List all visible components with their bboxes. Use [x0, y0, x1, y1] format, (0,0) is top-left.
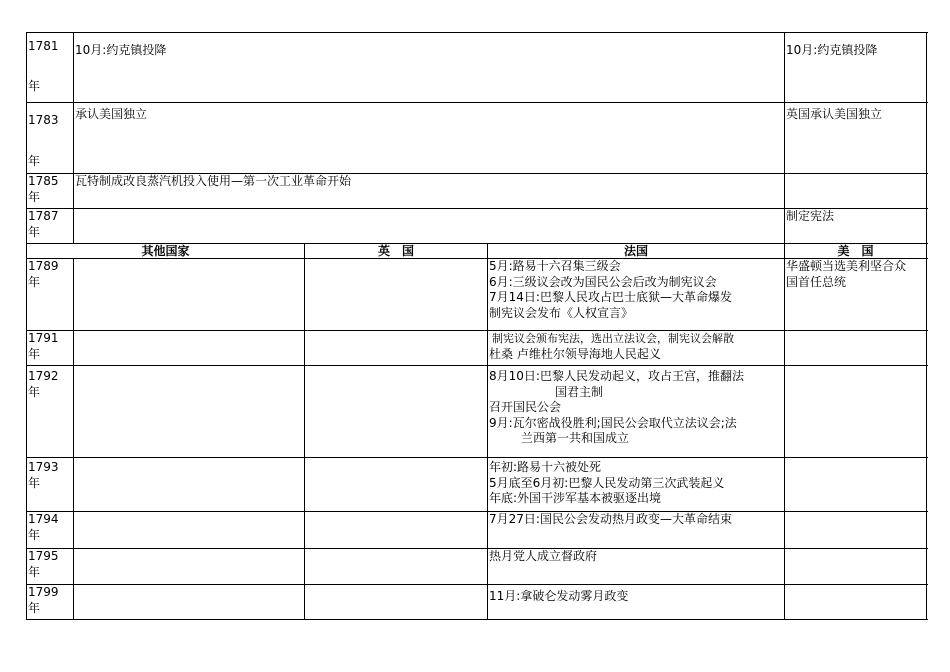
event-text: 瓦特制成改良蒸汽机投入使用—第一次工业革命开始 — [75, 174, 352, 188]
table-row — [27, 458, 927, 512]
year-cell — [27, 366, 74, 458]
year-suffix: 年 — [28, 475, 41, 490]
year-number: 1789 — [28, 259, 59, 273]
other-countries-cell — [74, 549, 305, 585]
year-suffix: 年 — [28, 564, 41, 579]
year-suffix: 年 — [28, 600, 41, 615]
year-cell — [27, 209, 74, 244]
year-number: 1783 — [28, 113, 59, 127]
table-row — [27, 331, 927, 366]
year-cell — [27, 549, 74, 585]
timeline-table — [26, 32, 927, 620]
table-row — [27, 103, 927, 174]
column-header-row — [27, 244, 927, 259]
header-usa: 美 国 — [785, 244, 927, 259]
event-text: 兰西第一共和国成立 — [521, 431, 630, 445]
year-cell — [27, 174, 74, 209]
event-cell — [785, 209, 927, 244]
france-cell — [488, 585, 785, 620]
year-cell — [27, 103, 74, 174]
table-row — [27, 209, 927, 244]
other-countries-cell — [74, 512, 305, 549]
year-number: 1799 — [28, 585, 59, 599]
table-row — [27, 512, 927, 549]
year-suffix: 年 — [28, 346, 41, 361]
year-number: 1794 — [28, 512, 59, 526]
britain-cell — [305, 331, 488, 366]
other-countries-cell — [74, 259, 305, 331]
table-row — [27, 33, 927, 103]
event-text: 热月党人成立督政府 — [489, 549, 598, 563]
france-cell — [488, 549, 785, 585]
event-text: 制宪议会颁布宪法，选出立法议会，制宪议会解散 — [492, 332, 734, 345]
table-row — [27, 585, 927, 620]
table-row — [27, 549, 927, 585]
year-number: 1795 — [28, 549, 59, 563]
event-text: 7月14日:巴黎人民攻占巴士底狱—大革命爆发 — [489, 290, 732, 304]
year-number: 1781 — [28, 39, 59, 53]
year-suffix: 年 — [28, 274, 41, 289]
event-text: 召开国民公会 — [489, 400, 562, 414]
year-cell — [27, 259, 74, 331]
france-cell — [488, 366, 785, 458]
event-cell — [74, 174, 785, 209]
france-cell — [488, 512, 785, 549]
event-text: 5月底至6月初:巴黎人民发动第三次武装起义 — [489, 475, 725, 490]
year-cell — [27, 33, 74, 103]
event-text: 6月:三级议会改为国民公会后改为制宪议会 — [489, 274, 717, 289]
event-text: 国首任总统 — [786, 274, 847, 289]
event-text: 8月10日:巴黎人民发动起义，攻占王宫，推翻法 — [489, 369, 744, 383]
event-text: 制宪议会发布《人权宣言》 — [489, 305, 634, 320]
year-suffix: 年 — [28, 384, 41, 399]
year-suffix: 年 — [28, 78, 41, 93]
britain-cell — [305, 259, 488, 331]
britain-cell — [305, 458, 488, 512]
year-number: 1792 — [28, 369, 59, 383]
event-text: 5月:路易十六召集三级会 — [489, 259, 621, 273]
usa-cell — [785, 512, 927, 549]
event-text: 9月:瓦尔密战役胜利;国民公会取代立法议会;法 — [489, 415, 737, 430]
britain-cell — [305, 585, 488, 620]
event-text: 承认美国独立 — [75, 107, 148, 121]
event-text: 7月27日:国民公会发动热月政变—大革命结束 — [489, 512, 732, 526]
event-text: 10月:约克镇投降 — [75, 43, 167, 57]
other-countries-cell — [74, 585, 305, 620]
event-cell — [785, 33, 927, 103]
year-suffix: 年 — [28, 153, 41, 168]
event-cell — [74, 103, 785, 174]
usa-cell — [785, 585, 927, 620]
header-other-countries: 其他国家 — [27, 244, 305, 259]
year-cell — [27, 331, 74, 366]
other-countries-cell — [74, 366, 305, 458]
table-row — [27, 366, 927, 458]
britain-cell — [305, 549, 488, 585]
year-cell — [27, 458, 74, 512]
event-cell — [74, 33, 785, 103]
event-text: 英国承认美国独立 — [786, 107, 883, 121]
header-france: 法国 — [488, 244, 785, 259]
usa-cell — [785, 458, 927, 512]
year-suffix: 年 — [28, 189, 41, 204]
event-cell — [785, 174, 927, 209]
year-cell — [27, 512, 74, 549]
year-number: 1787 — [28, 209, 59, 223]
event-text: 年初:路易十六被处死 — [489, 460, 602, 474]
table-row — [27, 259, 927, 331]
event-text: 制定宪法 — [786, 209, 835, 223]
france-cell — [488, 458, 785, 512]
usa-cell — [785, 331, 927, 366]
event-text: 华盛顿当选美利坚合众 — [786, 259, 907, 273]
other-countries-cell — [74, 331, 305, 366]
year-number: 1793 — [28, 460, 59, 474]
year-cell — [27, 585, 74, 620]
france-cell — [488, 331, 785, 366]
header-britain: 英 国 — [305, 244, 488, 259]
event-text: 11月:拿破仑发动雾月政变 — [489, 589, 629, 603]
year-suffix: 年 — [28, 527, 41, 542]
usa-cell — [785, 259, 927, 331]
usa-cell — [785, 549, 927, 585]
event-text: 国君主制 — [555, 384, 604, 399]
event-cell — [785, 103, 927, 174]
event-text: 杜桑 卢维杜尔领导海地人民起义 — [489, 346, 661, 361]
event-text: 年底:外国干涉军基本被驱逐出境 — [489, 491, 662, 505]
other-countries-cell — [74, 458, 305, 512]
event-text: 10月:约克镇投降 — [786, 43, 878, 57]
year-suffix: 年 — [28, 224, 41, 239]
table-row — [27, 174, 927, 209]
usa-cell — [785, 366, 927, 458]
year-number: 1791 — [28, 331, 59, 345]
britain-cell — [305, 366, 488, 458]
france-cell — [488, 259, 785, 331]
britain-cell — [305, 512, 488, 549]
year-number: 1785 — [28, 174, 59, 188]
event-cell — [74, 209, 785, 244]
